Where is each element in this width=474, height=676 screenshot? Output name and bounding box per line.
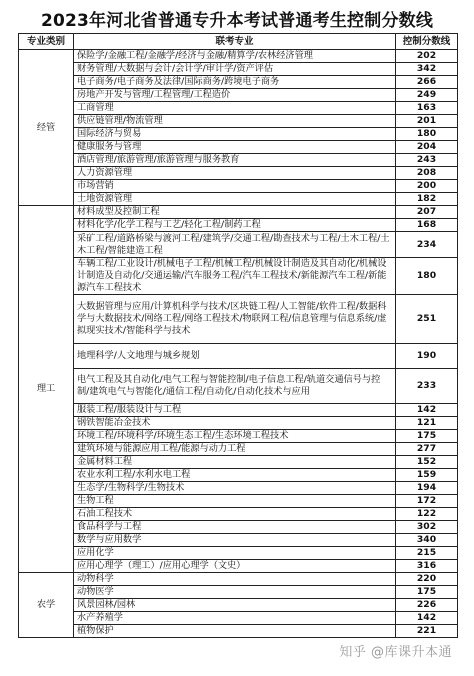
table-row xyxy=(19,469,458,482)
score-cell: 201 xyxy=(396,115,458,128)
score-cell: 152 xyxy=(396,456,458,469)
majors-cell: 土地资源管理 xyxy=(74,193,396,206)
score-cell: 175 xyxy=(396,430,458,443)
table-row xyxy=(19,404,458,417)
score-cell: 175 xyxy=(396,586,458,599)
table-row xyxy=(19,50,458,63)
majors-cell: 环境工程/环境科学/环境生态工程/生态环境工程技术 xyxy=(74,430,396,443)
score-cell: 233 xyxy=(396,369,458,404)
table-row xyxy=(19,63,458,76)
page-title: 2023年河北省普通专升本考试普通考生控制分数线 xyxy=(40,11,434,31)
majors-cell: 应用化学 xyxy=(74,547,396,560)
majors-cell: 水产养殖学 xyxy=(74,612,396,625)
table-row xyxy=(19,430,458,443)
table-row xyxy=(19,534,458,547)
majors-cell: 金属材料工程 xyxy=(74,456,396,469)
majors-cell: 电子商务/电子商务及法律/国际商务/跨境电子商务 xyxy=(74,76,396,89)
table-row xyxy=(19,417,458,430)
score-cell: 266 xyxy=(396,76,458,89)
category-cell: 理工 xyxy=(19,206,74,573)
majors-cell: 车辆工程/工业设计/机械电子工程/机械工程/机械设计制造及其自动化/机械设计制造及自动化/交通运输/汽车服务工程/汽车工程技术/新能源汽车工程/新能源汽车工程技术 xyxy=(74,258,396,295)
score-cell: 182 xyxy=(396,193,458,206)
score-cell: 342 xyxy=(396,63,458,76)
majors-cell: 服装工程/服装设计与工程 xyxy=(74,404,396,417)
majors-cell: 大数据管理与应用/计算机科学与技术/区块链工程/人工智能/软件工程/数据科学与大数据技术/网络工程/网络工程技术/物联网工程/信息管理与信息系统/虚拟现实技术/智能科学与技术 xyxy=(74,295,396,344)
majors-cell: 电气工程及其自动化/电气工程与智能控制/电子信息工程/轨道交通信号与控制/建筑电气与智能化/通信工程/自动化/自动化技术与应用 xyxy=(74,369,396,404)
majors-cell: 植物保护 xyxy=(74,625,396,638)
majors-cell: 财务管理/大数据与会计/会计学/审计学/资产评估 xyxy=(74,63,396,76)
majors-cell: 生态学/生物科学/生物技术 xyxy=(74,482,396,495)
table-row xyxy=(19,625,458,638)
table-row xyxy=(19,456,458,469)
score-cell: 122 xyxy=(396,508,458,521)
majors-cell: 食品科学与工程 xyxy=(74,521,396,534)
score-cell: 249 xyxy=(396,89,458,102)
majors-cell: 动物科学 xyxy=(74,573,396,586)
majors-cell: 农业水利工程/水利水电工程 xyxy=(74,469,396,482)
category-cell: 经管 xyxy=(19,50,74,206)
score-cell: 221 xyxy=(396,625,458,638)
majors-cell: 建筑环境与能源应用工程/能源与动力工程 xyxy=(74,443,396,456)
table-row xyxy=(19,180,458,193)
score-cell: 234 xyxy=(396,232,458,258)
table-row xyxy=(19,154,458,167)
category-cell: 农学 xyxy=(19,573,74,638)
table-row xyxy=(19,232,458,258)
score-cell: 142 xyxy=(396,612,458,625)
score-cell: 190 xyxy=(396,344,458,369)
header-score: 控制分数线 xyxy=(396,34,458,50)
table-row xyxy=(19,206,458,219)
majors-cell: 市场营销 xyxy=(74,180,396,193)
table-row xyxy=(19,586,458,599)
score-cell: 180 xyxy=(396,258,458,295)
table-row xyxy=(19,508,458,521)
table-row xyxy=(19,443,458,456)
table-row xyxy=(19,258,458,295)
table-row xyxy=(19,369,458,404)
majors-cell: 人力资源管理 xyxy=(74,167,396,180)
score-cell: 208 xyxy=(396,167,458,180)
table-row xyxy=(19,102,458,115)
table-row xyxy=(19,115,458,128)
table-row xyxy=(19,573,458,586)
header-majors: 联考专业 xyxy=(74,34,396,50)
table-row xyxy=(19,141,458,154)
majors-cell: 风景园林/园林 xyxy=(74,599,396,612)
majors-cell: 生物工程 xyxy=(74,495,396,508)
majors-cell: 数学与应用数学 xyxy=(74,534,396,547)
score-cell: 163 xyxy=(396,102,458,115)
majors-cell: 石油工程技术 xyxy=(74,508,396,521)
majors-cell: 房地产开发与管理/工程管理/工程造价 xyxy=(74,89,396,102)
majors-cell: 工商管理 xyxy=(74,102,396,115)
score-cell: 194 xyxy=(396,482,458,495)
watermark: 知乎 @库课升本通 xyxy=(339,645,452,660)
majors-cell: 应用心理学（理工）/应用心理学（文史） xyxy=(74,560,396,573)
table-row xyxy=(19,295,458,344)
table-row xyxy=(19,560,458,573)
table-row xyxy=(19,76,458,89)
score-cell: 142 xyxy=(396,404,458,417)
table-row xyxy=(19,482,458,495)
table-row xyxy=(19,167,458,180)
majors-cell: 动物医学 xyxy=(74,586,396,599)
score-cell: 159 xyxy=(396,469,458,482)
table-row xyxy=(19,612,458,625)
score-cell: 180 xyxy=(396,128,458,141)
majors-cell: 供应链管理/物流管理 xyxy=(74,115,396,128)
score-cell: 215 xyxy=(396,547,458,560)
table-row xyxy=(19,89,458,102)
table-row xyxy=(19,193,458,206)
score-cell: 200 xyxy=(396,180,458,193)
table-row xyxy=(19,547,458,560)
majors-cell: 钢铁智能冶金技术 xyxy=(74,417,396,430)
majors-cell: 采矿工程/道路桥梁与渡河工程/建筑学/交通工程/勘查技术与工程/土木工程/土木工程/智能建造工程 xyxy=(74,232,396,258)
score-cell: 277 xyxy=(396,443,458,456)
table-row xyxy=(19,219,458,232)
header-category: 专业类别 xyxy=(19,34,74,50)
score-table xyxy=(18,33,458,638)
score-cell: 172 xyxy=(396,495,458,508)
score-cell: 121 xyxy=(396,417,458,430)
score-cell: 243 xyxy=(396,154,458,167)
majors-cell: 材料成型及控制工程 xyxy=(74,206,396,219)
majors-cell: 保险学/金融工程/金融学/经济与金融/精算学/农林经济管理 xyxy=(74,50,396,63)
score-cell: 316 xyxy=(396,560,458,573)
majors-cell: 酒店管理/旅游管理/旅游管理与服务教育 xyxy=(74,154,396,167)
score-cell: 207 xyxy=(396,206,458,219)
majors-cell: 材料化学/化学工程与工艺/轻化工程/制药工程 xyxy=(74,219,396,232)
score-cell: 340 xyxy=(396,534,458,547)
table-row xyxy=(19,128,458,141)
score-cell: 226 xyxy=(396,599,458,612)
table-header-row xyxy=(19,34,458,50)
table-row xyxy=(19,495,458,508)
score-cell: 302 xyxy=(396,521,458,534)
score-cell: 204 xyxy=(396,141,458,154)
score-cell: 168 xyxy=(396,219,458,232)
score-cell: 220 xyxy=(396,573,458,586)
table-row xyxy=(19,599,458,612)
majors-cell: 国际经济与贸易 xyxy=(74,128,396,141)
majors-cell: 健康服务与管理 xyxy=(74,141,396,154)
table-row xyxy=(19,521,458,534)
table-body xyxy=(19,50,458,638)
score-cell: 202 xyxy=(396,50,458,63)
score-cell: 251 xyxy=(396,295,458,344)
table-row xyxy=(19,344,458,369)
majors-cell: 地理科学/人文地理与城乡规划 xyxy=(74,344,396,369)
